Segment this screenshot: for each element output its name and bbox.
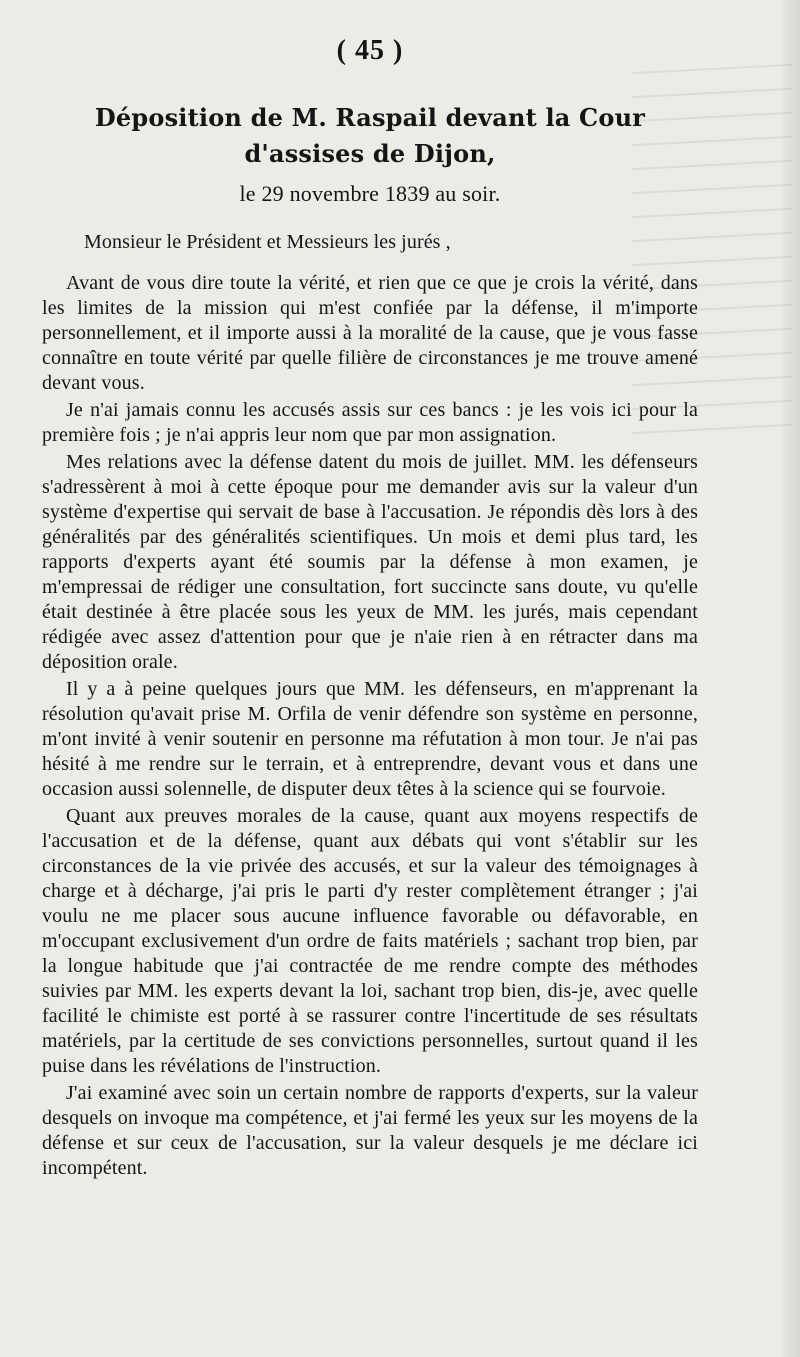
page-number: ( 45 ) — [336, 35, 404, 66]
document-title-line-2: d'assises de Dijon, — [244, 139, 496, 168]
paragraph-5: Quant aux preuves morales de la cause, quant aux moyens respectifs de l'accusation et de la défense, quant aux débats qui vont s'établir sur les circonstances de la vie privée des accusés, et sur la valeur des témoignages à charge et à décharge, j'ai pris le parti d'y rester complètement étranger ; j'ai voulu ne me placer sous aucune influence favorable ou défavorable, en m'occupant exclusivement d'un ordre de faits matériels ; sachant trop bien, par la longue habitude que j'ai contractée de me rendre compte des méthodes suivies par MM. les experts devant la loi, sachant trop bien, dis-je, avec quelle facilité le chimiste est porté à se rassurer contre l'incertitude de ses résultats matériels, par la certitude de ses convictions personnelles, surtout quand il les puise dans les révélations de l'instruction. — [42, 805, 698, 1077]
date-subtitle: le 29 novembre 1839 au soir. — [239, 181, 501, 206]
paragraph-3: Mes relations avec la défense datent du mois de juillet. MM. les défenseurs s'adressèrent à moi à cette époque pour me demander avis sur la valeur d'un système d'expertise qui servait de base à l'accusation. Je répondis dès lors à des généralités par des généralités scientifiques. Un mois et demi plus tard, les rapports d'experts ayant été soumis par la défense à mon examen, je m'empressai de rédiger une consultation, fort succincte sans doute, vu qu'elle était destinée à être placée sous les yeux de MM. les jurés, mais cependant rédigée avec assez d'attention pour que je n'aie rien à en rétracter dans ma déposition orale. — [42, 451, 698, 673]
document-content — [42, 30, 698, 1181]
document-title-line-1: Déposition de M. Raspail devant la Cour — [94, 103, 646, 132]
paragraph-4: Il y a à peine quelques jours que MM. les défenseurs, en m'apprenant la résolution qu'avait prise M. Orfila de venir défendre son système en personne, m'ont invité à venir soutenir en personne ma réfutation à mon tour. Je n'ai pas hésité à me rendre sur le terrain, et à entreprendre, devant vous et dans une occasion aussi solennelle, de disputer deux têtes à la science qui se fourvoie. — [42, 678, 698, 800]
salutation: Monsieur le Président et Messieurs les jurés , — [84, 231, 451, 253]
paragraph-2: Je n'ai jamais connu les accusés assis sur ces bancs : je les vois ici pour la première fois ; je n'ai appris leur nom que par mon assignation. — [42, 399, 698, 446]
paragraph-1: Avant de vous dire toute la vérité, et rien que ce que je crois la vérité, dans les limites de la mission qui m'est confiée par la défense, il m'importe personnellement, et il importe aussi à la moralité de la cause, que je vous fasse connaître en toute vérité par quelle filière de circonstances je me trouve amené devant vous. — [42, 272, 698, 394]
paragraph-6: J'ai examiné avec soin un certain nombre de rapports d'experts, sur la valeur desquels on invoque ma compétence, et j'ai fermé les yeux sur les moyens de la défense et sur ceux de l'accusation, sur la valeur desquels je me déclare ici incompétent. — [42, 1082, 698, 1179]
